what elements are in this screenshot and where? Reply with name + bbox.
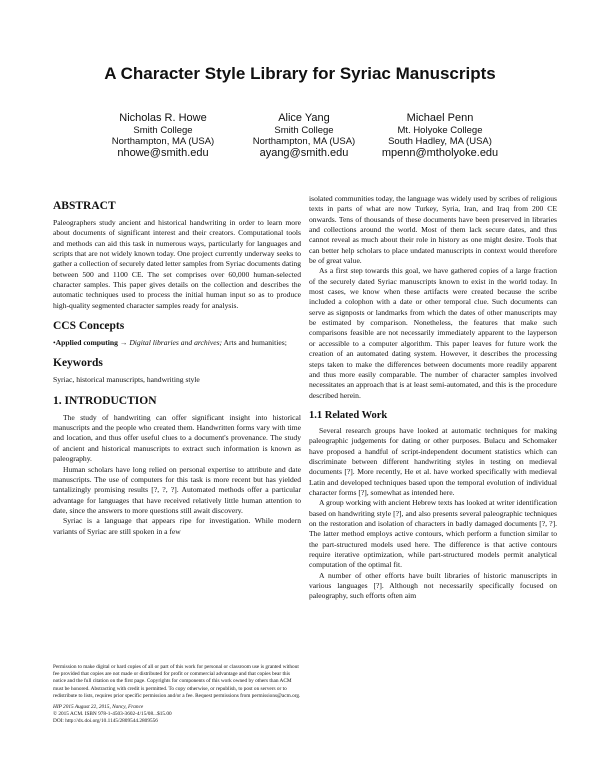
paragraph: The study of handwriting can offer significant insight into historical manuscripts and the people who created them. Handwritten forms vary with time and location, and thus offer useful clues to a document's provenance. The study of ancient and historical manuscripts to extract such information is known as paleography. bbox=[53, 412, 301, 464]
ccs-bold: Applied computing bbox=[55, 338, 118, 348]
keywords-heading: Keywords bbox=[53, 357, 103, 370]
left-column bbox=[53, 200, 301, 546]
author-name: Alice Yang bbox=[278, 112, 330, 124]
ccs-arrow: → bbox=[117, 338, 130, 348]
introduction-heading: 1. INTRODUCTION bbox=[53, 394, 157, 407]
introduction-continued bbox=[309, 194, 557, 401]
ccs-heading: CCS Concepts bbox=[53, 320, 125, 333]
author-name: Michael Penn bbox=[406, 112, 474, 124]
author-affiliation: Smith College bbox=[133, 125, 193, 136]
keywords-text: Syriac, historical manuscripts, handwriting style bbox=[53, 375, 200, 385]
paper-title: A Character Style Library for Syriac Manuscripts bbox=[104, 64, 496, 83]
paragraph: A number of other efforts have built libraries of historic manuscripts in various languages [?]. Although not necessarily specifically focused on paleography, such efforts often aim bbox=[309, 570, 557, 601]
keywords-section bbox=[53, 357, 301, 385]
abstract-heading: ABSTRACT bbox=[53, 200, 116, 212]
author-email[interactable]: ayang@smith.edu bbox=[259, 147, 349, 159]
ccs-text bbox=[53, 338, 301, 348]
author-location: Northampton, MA (USA) bbox=[252, 136, 356, 147]
paragraph: Syriac is a language that appears ripe for investigation. While modern variants of Syriac are still spoken in a few bbox=[53, 516, 301, 536]
permission-notice: Permission to make digital or hard copies of all or part of this work for personal or classroom use is granted without fee provided that copies are not made or distributed for profit or commercial advantage and that copies bear this notice and the full citation on the first page. Copyrights for components of this work owned by others than ACM must be honored. Abstracting with credit is permitted. To copy otherwise, or republish, to post on servers or to redistribute to lists, requires prior specific permission and/or a fee. Request permissions from permissions@acm.org. bbox=[53, 664, 301, 699]
introduction-section bbox=[53, 395, 301, 537]
doi-link[interactable]: DOI: http://dx.doi.org/10.1145/2809544.2809556 bbox=[53, 718, 158, 725]
copyright-footnote bbox=[53, 664, 301, 726]
author-location: South Hadley, MA (USA) bbox=[388, 136, 492, 147]
paragraph: A group working with ancient Hebrew texts has looked at writer identification based on handwriting style [?], and also presents several paleographic techniques on the restoration and isolation of characters in badly damaged documents [?, ?]. The latter method employs active contours, which perform a function similar to the part-structured models used here. The difference is that active contours require iterative optimization, while part-structured models permit analytical computation of the optimal fit. bbox=[309, 498, 557, 570]
ccs-rest: Arts and humanities; bbox=[222, 338, 287, 348]
right-column bbox=[309, 194, 557, 611]
paragraph: As a first step towards this goal, we have gathered copies of a large fraction of the securely dated Syriac manuscripts known to exist in the world today. In most cases, we know when these artifacts were created because the scribe included a colophon with a date or other temporal clue. Such documents can serve as signposts or landmarks from which the dates of other manuscripts may be estimated by comparison. Nonetheless, the features that make such comparisons feasible are not necessarily immediately apparent to the layperson or accessible to a computer algorithm. This paper leaves for future work the creation of an automated dating system. However, it describes the processing steps taken to make the differences between documents more readily apparent and thus more easily comparable. The number of character samples involved necessitates an approach that is at least semi-automated, and this is the procedure described herein. bbox=[309, 266, 557, 400]
paragraph: isolated communities today, the language was widely used by scribes of religious texts in parts of what are now Turkey, Syria, Iran, and Iraq from 200 CE onwards. Tens of thousands of these documents have been preserved in libraries and collections around the world. Most of them lack secure dates, and thus cannot reveal as much about their role in history as one might desire. Tools that can better help scholars to place undated manuscripts in context would therefore be of great value. bbox=[309, 194, 557, 266]
copyright-info: © 2015 ACM. ISBN 978-1-4503-3602-4/15/08...$15.00 bbox=[53, 711, 172, 718]
paragraph: Several research groups have looked at automatic techniques for making paleographic judgements for dating or other purposes. Bulacu and Schomaker have proposed a handful of script-independent document statistics which can discriminate between different handwriting styles in testing on medieval documents [?]. More recently, He et al. have worked specifically with medieval Latin and developed techniques based upon the temporal evolution of individual character forms [?], somewhat as intended here. bbox=[309, 425, 557, 497]
paragraph: Human scholars have long relied on personal expertise to attribute and date manuscripts. The use of computers for this task is more recent but has yielded tantalizingly promising results [?, ?, ?]. Automated methods offer a particular advantage for languages that have received relatively little human attention to date, since the answers to more questions still await discovery. bbox=[53, 464, 301, 515]
author-email[interactable]: nhowe@smith.edu bbox=[117, 147, 209, 159]
abstract-text: Paleographers study ancient and historical handwriting in order to learn more about documents of significant interest and their creators. Computational tools and methods can aid this task in numerous ways, particularly for languages and scripts that are not widely known today. One project currently underway seeks to gather a collection of securely dated letter samples from Syriac documents dating between 500 and 1100 CE. The set comprises over 60,000 human-selected character samples. This paper gives details on the collection and describes the automatic techniques used to process the initial human input so as to produce high-quality segmented character samples ready for analysis. bbox=[53, 218, 301, 310]
author-affiliation: Mt. Holyoke College bbox=[397, 125, 483, 136]
related-work-section bbox=[309, 410, 557, 602]
ccs-italic: Digital libraries and archives; bbox=[129, 338, 223, 348]
author-location: Northampton, MA (USA) bbox=[111, 136, 215, 147]
author-email[interactable]: mpenn@mtholyoke.edu bbox=[381, 147, 499, 159]
abstract-section bbox=[53, 200, 301, 311]
related-work-heading: 1.1 Related Work bbox=[309, 409, 388, 421]
author-affiliation: Smith College bbox=[274, 125, 334, 136]
author-name: Nicholas R. Howe bbox=[119, 112, 207, 124]
conference-info: HIP 2015 August 22, 2015, Nancy, France bbox=[53, 704, 144, 711]
ccs-bullet: • bbox=[53, 338, 56, 348]
ccs-section bbox=[53, 320, 301, 348]
author-3 bbox=[355, 112, 525, 160]
